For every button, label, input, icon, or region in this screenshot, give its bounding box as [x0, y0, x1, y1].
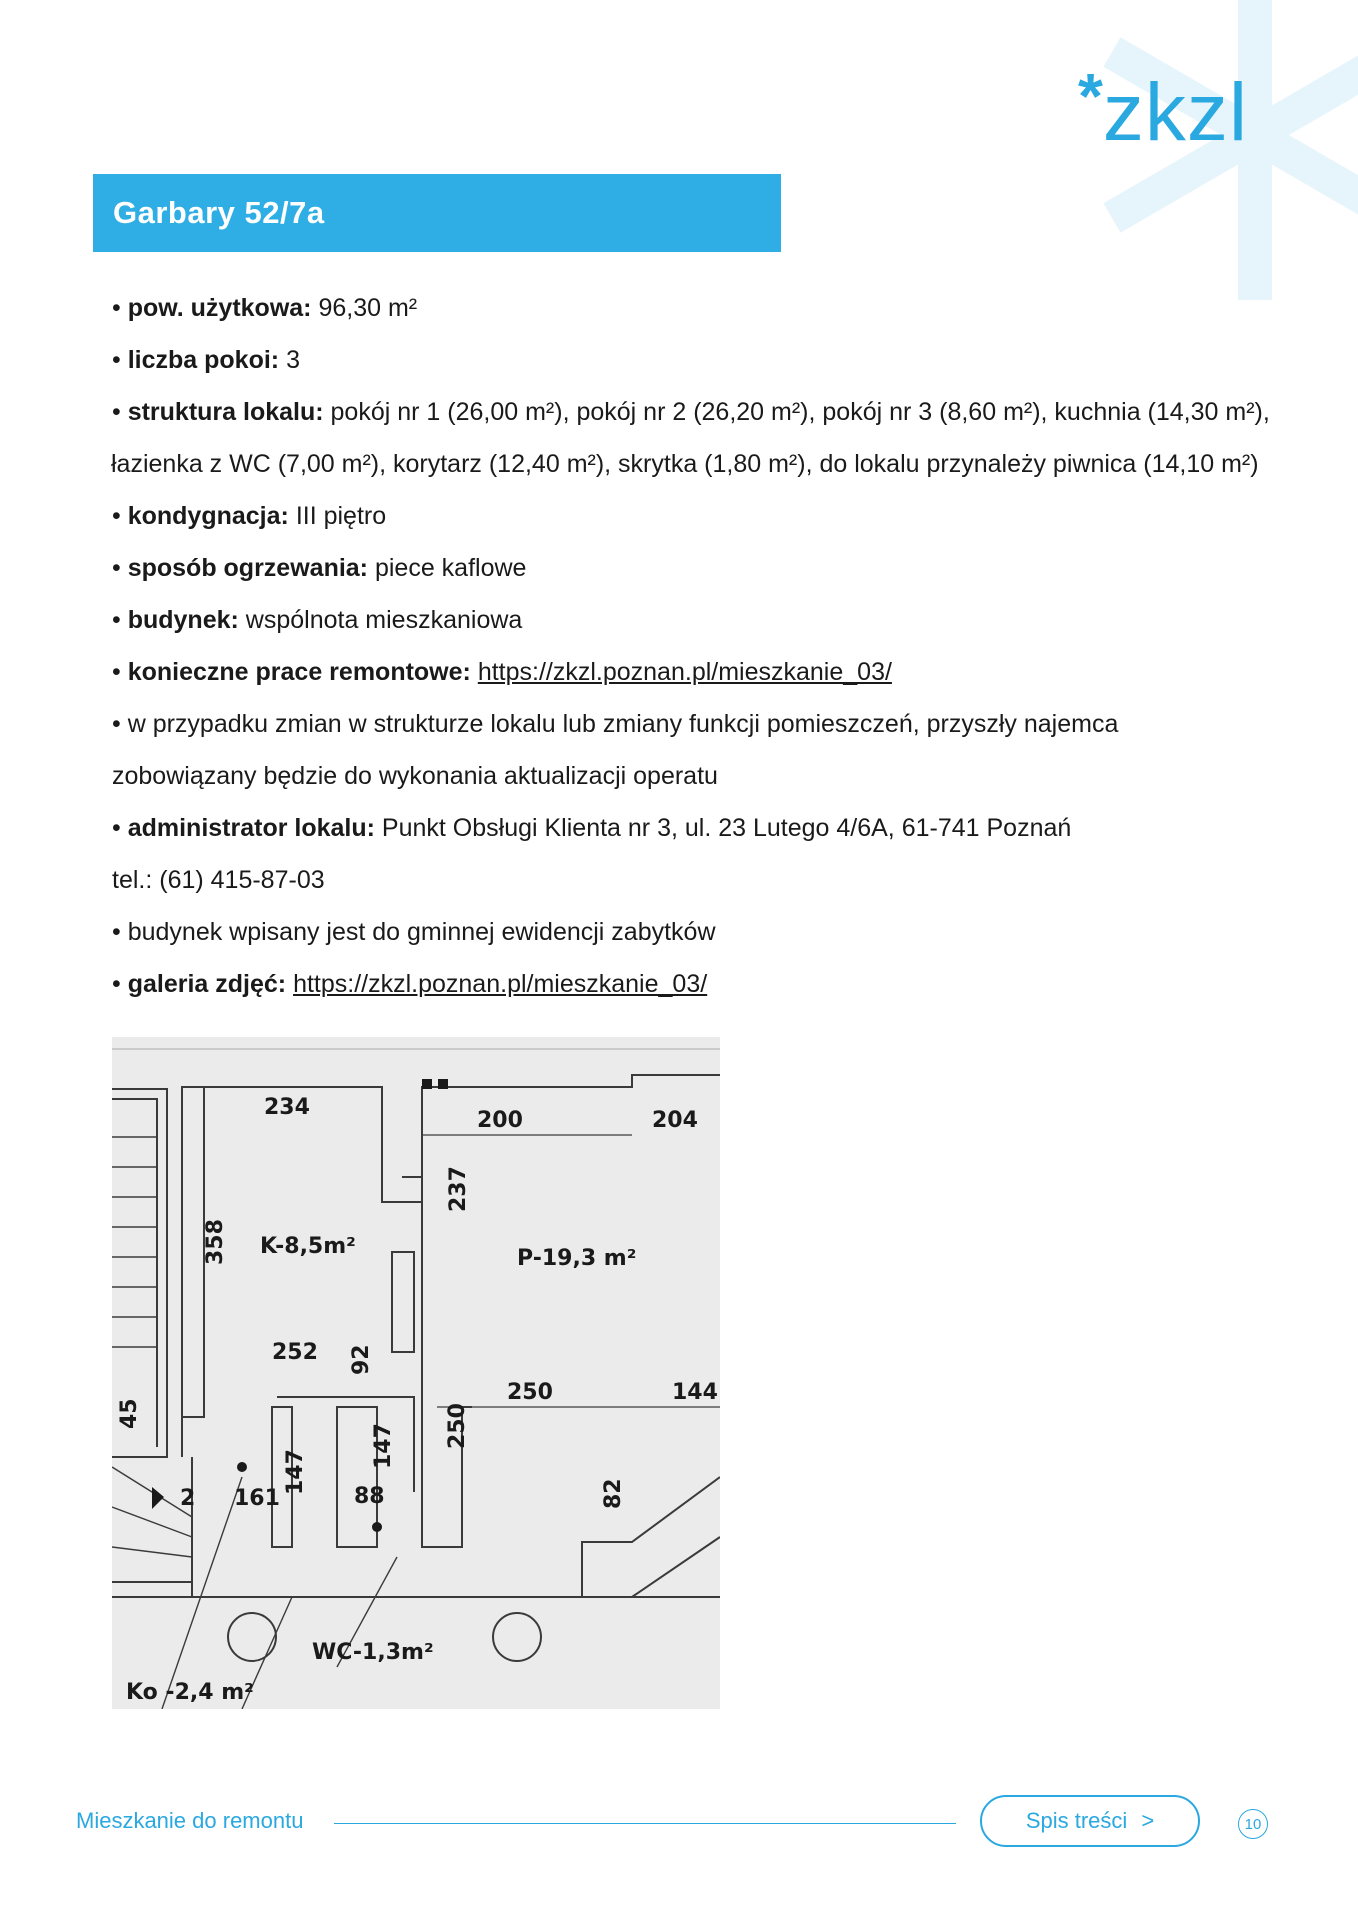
detail-notice-cont — [112, 750, 1272, 802]
detail-label: galeria zdjęć: — [127, 970, 287, 998]
dim-label: 147 — [371, 1423, 396, 1469]
dim-label: 161 — [234, 1486, 280, 1511]
dim-label: 82 — [601, 1478, 626, 1509]
table-of-contents-button[interactable] — [980, 1795, 1200, 1847]
dim-label: 250 — [445, 1403, 470, 1449]
detail-label: administrator lokalu: — [127, 814, 375, 842]
detail-value: Punkt Obsługi Klienta nr 3, ul. 23 Lutego 4/6A, 61-741 Poznań — [381, 814, 1072, 842]
dim-label: 204 — [652, 1108, 698, 1133]
detail-value: 96,30 m² — [318, 294, 418, 322]
detail-value: piece kaflowe — [374, 554, 527, 582]
dim-label: 2 — [180, 1486, 196, 1511]
logo-star-icon: * — [1078, 60, 1103, 132]
detail-gallery: • galeria zdjęć: https://zkzl.poznan.pl/mieszkanie_03/ — [112, 970, 708, 998]
dim-label: 252 — [272, 1340, 318, 1365]
detail-administrator: • administrator lokalu: Punkt Obsługi Klienta nr 3, ul. 23 Lutego 4/6A, 61-741 Poznań — [112, 814, 1072, 842]
detail-label: kondygnacja: — [127, 502, 289, 530]
detail-label: pow. użytkowa: — [127, 294, 312, 322]
detail-value: • budynek wpisany jest do gminnej ewidencji zabytków — [112, 918, 716, 946]
dim-label: 147 — [283, 1449, 308, 1495]
page-number: 10 — [1238, 1809, 1268, 1839]
detail-structure-cont — [111, 438, 1272, 490]
dim-label: 250 — [507, 1380, 553, 1405]
dim-label: 237 — [446, 1166, 471, 1212]
detail-value: wspólnota mieszkaniowa — [245, 606, 523, 634]
floor-plan-image — [112, 1037, 720, 1709]
dim-label: 45 — [117, 1398, 142, 1429]
renovation-link[interactable]: https://zkzl.poznan.pl/mieszkanie_03/ — [477, 658, 892, 686]
detail-label: sposób ogrzewania: — [127, 554, 369, 582]
dim-label: 88 — [354, 1484, 385, 1509]
detail-area: • pow. użytkowa: 96,30 m² — [112, 294, 418, 322]
detail-renovation: • konieczne prace remontowe: https://zkzl.poznan.pl/mieszkanie_03/ — [112, 658, 892, 686]
detail-notice — [112, 698, 1272, 750]
detail-value: • w przypadku zmian w strukturze lokalu lub zmiany funkcji pomieszczeń, przyszły najemca — [112, 710, 1119, 738]
room-label-kitchen: K-8,5m² — [260, 1234, 356, 1259]
footer-section-title: Mieszkanie do remontu — [76, 1808, 304, 1833]
detail-value: 3 — [286, 346, 300, 374]
detail-floor: • kondygnacja: III piętro — [112, 502, 387, 530]
logo-text: zkzl — [1102, 67, 1249, 158]
detail-value: łazienka z WC (7,00 m²), korytarz (12,40 m²), skrytka (1,80 m²), do lokalu przynależy piwnica (14,10 m²) — [111, 450, 1259, 478]
detail-heating: • sposób ogrzewania: piece kaflowe — [112, 554, 527, 582]
room-label-ko: Ko -2,4 m² — [126, 1680, 254, 1705]
detail-value: III piętro — [295, 502, 387, 530]
zkzl-logo — [1078, 60, 1249, 158]
room-label-wc: WC-1,3m² — [312, 1640, 434, 1665]
detail-rooms: • liczba pokoi: 3 — [112, 346, 300, 374]
page-title: Garbary 52/7a — [113, 195, 325, 230]
gallery-link[interactable]: https://zkzl.poznan.pl/mieszkanie_03/ — [293, 970, 708, 998]
chevron-right-icon: > — [1141, 1808, 1155, 1833]
dim-label: 144 — [672, 1380, 718, 1405]
detail-label: liczba pokoi: — [127, 346, 280, 374]
detail-value: pokój nr 1 (26,00 m²), pokój nr 2 (26,20 m²), pokój nr 3 (8,60 m²), kuchnia (14,30 m²), — [330, 398, 1270, 426]
detail-label: konieczne prace remontowe: — [127, 658, 471, 686]
title-bar — [93, 174, 781, 252]
toc-label: Spis treści — [1025, 1808, 1128, 1833]
dim-label: 92 — [349, 1344, 374, 1375]
detail-building: • budynek: wspólnota mieszkaniowa — [112, 606, 523, 634]
details-list — [112, 282, 1272, 1010]
dim-label: 234 — [264, 1095, 310, 1120]
detail-label: budynek: — [127, 606, 239, 634]
detail-value: zobowiązany będzie do wykonania aktualizacji operatu — [112, 762, 718, 790]
dim-label: 200 — [477, 1108, 523, 1133]
dim-label: 358 — [203, 1219, 228, 1265]
room-label-room: P-19,3 m² — [517, 1246, 637, 1271]
floor-plan-drawing — [112, 1037, 720, 1709]
footer-divider — [334, 1823, 956, 1824]
detail-monument — [112, 906, 1272, 958]
detail-phone — [112, 854, 1272, 906]
detail-label: struktura lokalu: — [127, 398, 324, 426]
detail-value: tel.: (61) 415-87-03 — [112, 866, 325, 894]
detail-structure: • struktura lokalu: pokój nr 1 (26,00 m²), pokój nr 2 (26,20 m²), pokój nr 3 (8,60 m²), kuchnia (14,30 m²), — [112, 398, 1270, 426]
